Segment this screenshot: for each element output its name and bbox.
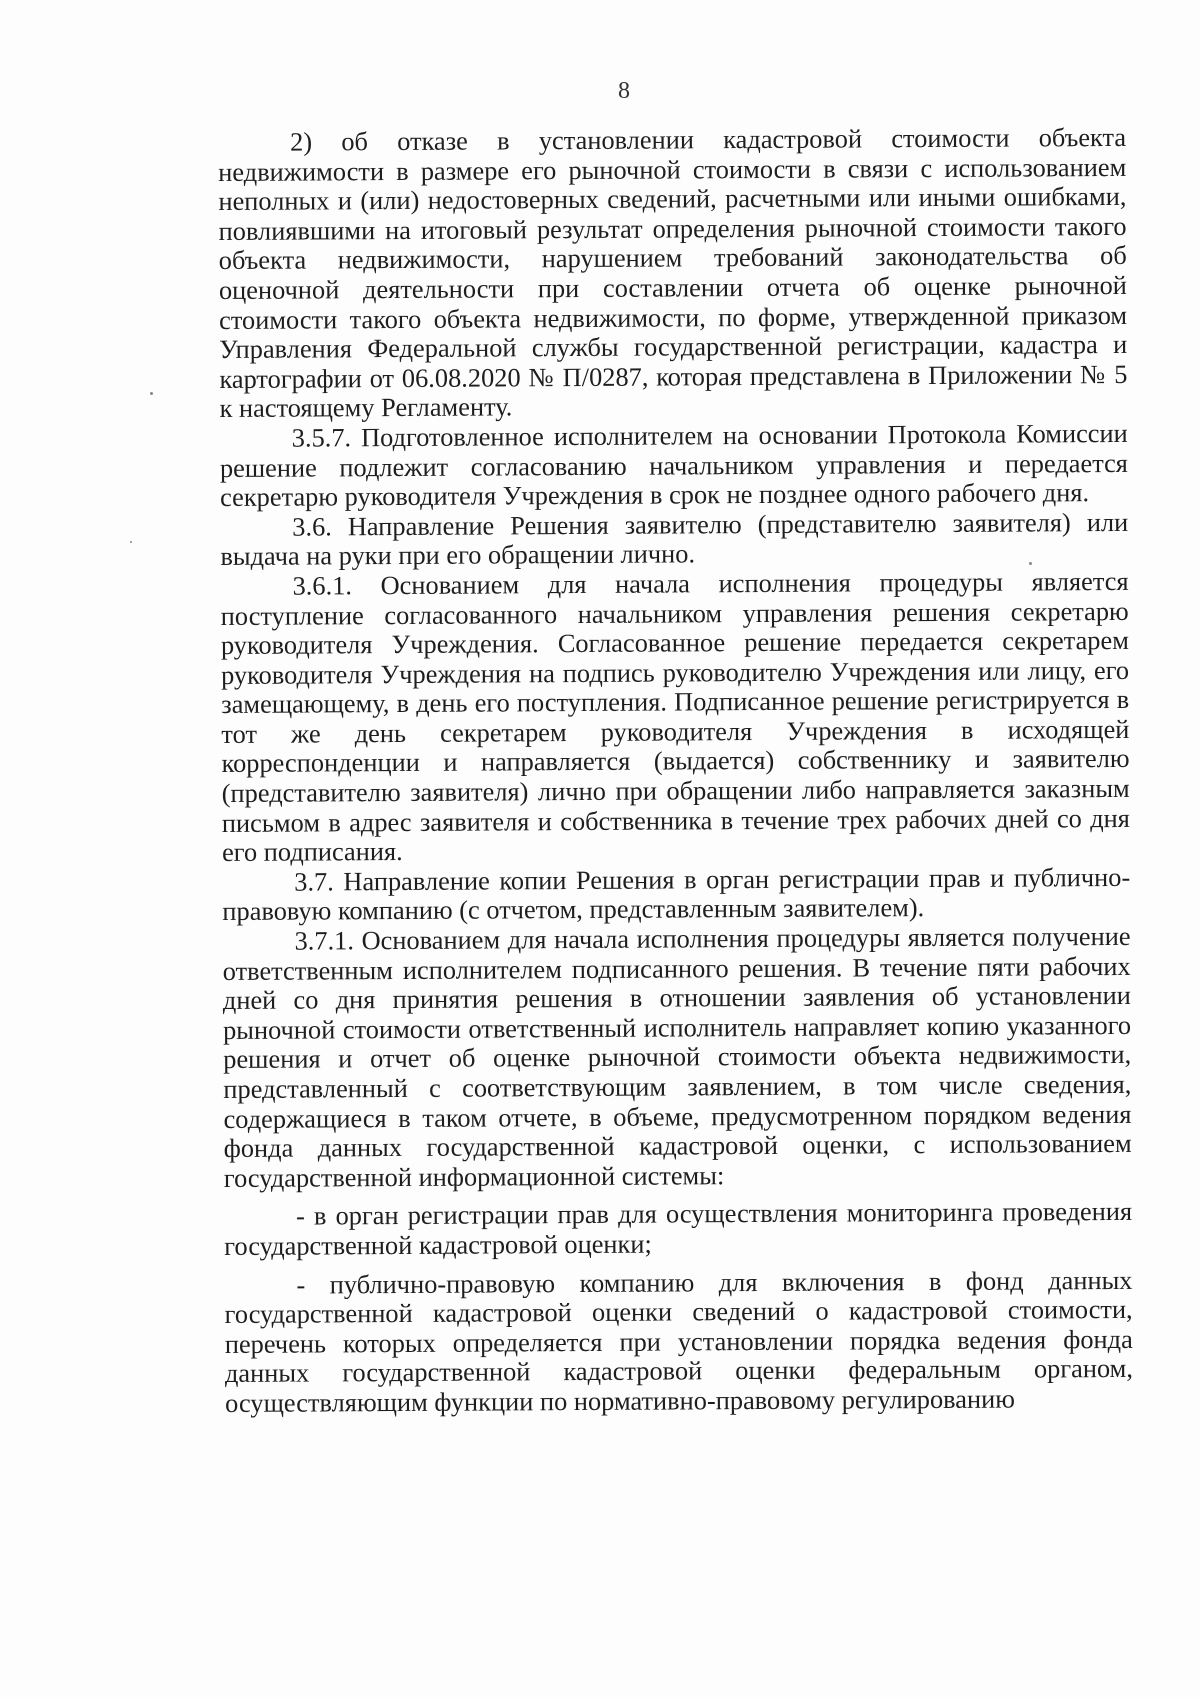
- p-3-7: 3.7. Направление копии Решения в орган регистрации прав и публично-правовую компанию (с отчетом, представленным заявителем).: [222, 861, 1131, 927]
- p-3-6-1: 3.6.1. Основанием для начала исполнения процедуры является поступление согласованного начальником управления решения секретарю руководителя Учреждения. Согласованное решение передается секретарем руководителя Учреждения на подпись руководителю Учреждения или лицу, его замещающему, в день его поступления. Подписанное решение регистрируется в тот же день секретарем руководителя Учреждения в исходящей корреспонденции и направляется (выдается) собственнику и заявителю (представителю заявителя) лично при обращении либо направляется заказным письмом в адрес заявителя и собственника в течение трех рабочих дней со дня его подписания.: [220, 565, 1130, 868]
- p-refusal-clause: 2) об отказе в установлении кадастровой стоимости объекта недвижимости в размере его рыночной стоимости в связи с использованием неполных и (или) недостоверных сведений, расчетными или иными ошибками, повлиявшими на итоговый результат определения рыночной стоимости такого объекта недвижимости, нарушением требований законодательства об оценочной деятельности при составлении отчета об оценке рыночной стоимости такого объекта недвижимости, по форме, утвержденной приказом Управления Федеральной службы государственной регистрации, кадастра и картографии от 06.08.2020 № П/0287, которая представлена в Приложении № 5 к настоящему Регламенту.: [218, 121, 1128, 424]
- p-3-5-7: 3.5.7. Подготовленное исполнителем на основании Протокола Комиссии решение подлежит согласованию начальником управления и передается секретарю руководителя Учреждения в срок не позднее одного рабочего дня.: [219, 417, 1128, 513]
- p-3-6: 3.6. Направление Решения заявителю (представителю заявителя) или выдача на руки при его обращении лично.: [220, 506, 1129, 572]
- p-dash-company: - публично-правовую компанию для включения в фонд данных государственной кадастровой оценки сведений о кадастровой стоимости, перечень которых определяется при установлении порядка ведения фонда данных государственной кадастровой оценки федеральным органом, осуществляющим функции по нормативно-правовому регулированию: [224, 1264, 1134, 1418]
- scan-speck: [1029, 562, 1032, 565]
- scan-speck: [130, 541, 132, 543]
- p-3-7-1: 3.7.1. Основанием для начала исполнения процедуры является получение ответственным исполнителем подписанного решения. В течение пяти рабочих дней со дня принятия решения в отношении заявления об установлении рыночной стоимости ответственный исполнитель направляет копию указанного решения и отчет об оценке рыночной стоимости объекта недвижимости, представленный с соответствующим заявлением, в том числе сведения, содержащиеся в таком отчете, в объеме, предусмотренном порядком ведения фонда данных государственной кадастровой оценки, с использованием государственной информационной системы:: [222, 920, 1132, 1193]
- scan-speck: [150, 392, 153, 395]
- document-body: [218, 123, 1133, 1419]
- page-number: 8: [618, 78, 630, 104]
- p-dash-registration: - в орган регистрации прав для осуществления мониторинга проведения государственной кадастровой оценки;: [224, 1196, 1133, 1261]
